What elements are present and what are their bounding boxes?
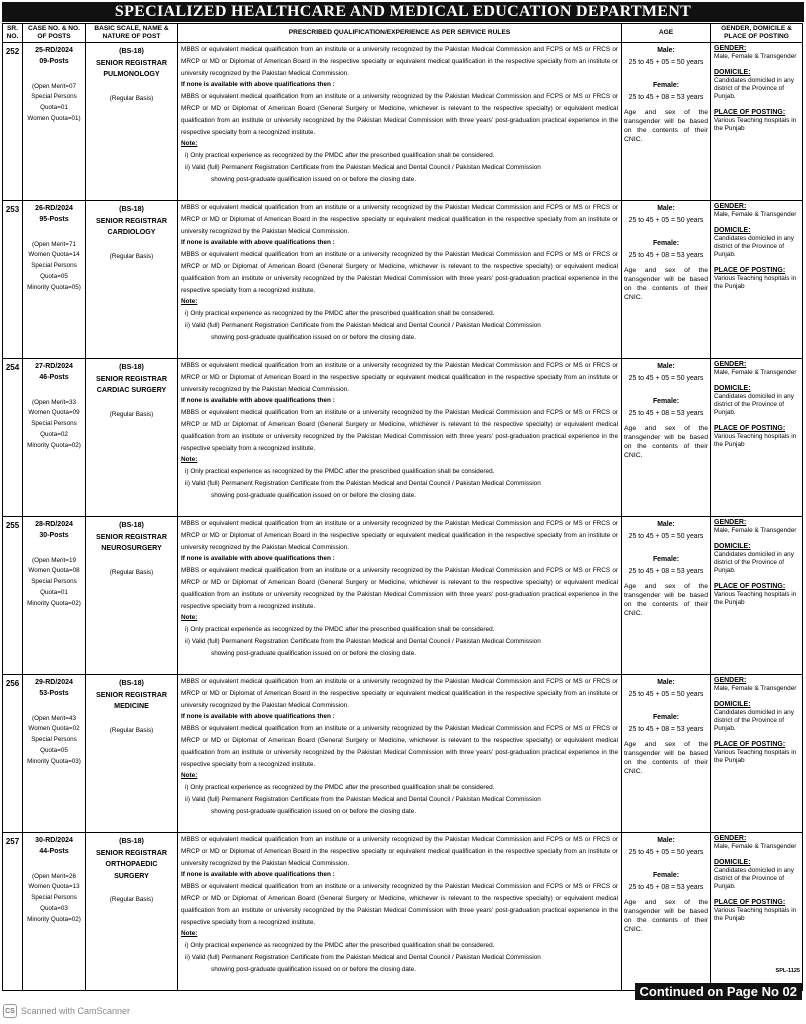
age-cell xyxy=(622,359,711,517)
note-item: ii) Valid (full) Permanent Registration Certificate from the Pakistan Medical and Dental Council / Pakistan Medical Commission xyxy=(185,163,541,171)
posting-heading: PLACE OF POSTING: xyxy=(714,109,786,116)
age-male-label: Male: xyxy=(657,47,675,54)
posting-heading: PLACE OF POSTING: xyxy=(714,267,786,274)
note-item: i) Only practical experience as recognized by the PMDC after the prescribed qualification shall be considered. xyxy=(185,468,495,476)
serial-number: 255 xyxy=(3,517,23,675)
gender-value: Male, Female & Transgender xyxy=(714,53,797,60)
qualification-primary: MBBS or equivalent medical qualification from an institute or a university recognized by the Pakistan Medical Commission and FCPS or MS or FRCS or MRCP or MD or Diplomat of American Board in the respective specialty or equivalent medical qualification in the respective specialty from an institute or university recognized by the Pakistan Medical Commission. xyxy=(181,520,618,551)
post-specialty: CARDIAC SURGERY xyxy=(96,386,167,394)
qualification-alternate: MBBS or equivalent medical qualification from an institute or a university recognized by the Pakistan Medical Commission and FCPS or MS or FRCS or MRCP or MD or Diplomat of American Board (General Surgery or Medicine, whichever is relevant to the respective specialty) or equivalent medical qualification from an institute or university recognized by the Pakistan Medical Commission with three years' post-graduation practical experience in the respective specialty from a recognized institute. xyxy=(181,409,618,452)
qualification-alt-heading: If none is available with above qualifications then : xyxy=(181,239,335,247)
quota-line: Quota=02 xyxy=(40,430,68,438)
gender-value: Male, Female & Transgender xyxy=(714,369,797,376)
age-female-label: Female: xyxy=(652,82,680,89)
quota-line: Women Quota=01) xyxy=(27,114,81,122)
case-number: 26-RD/2024 xyxy=(35,205,73,212)
post-name: SENIOR REGISTRAR xyxy=(96,216,167,225)
serial-number: 254 xyxy=(3,359,23,517)
post-basis: (Regular Basis) xyxy=(109,568,154,576)
age-female-label: Female: xyxy=(652,714,680,721)
note-item: i) Only practical experience as recognized by the PMDC after the prescribed qualification shall be considered. xyxy=(185,626,495,634)
quota-line: Quota=03 xyxy=(40,904,68,912)
post-scale: (BS-18) xyxy=(119,679,144,687)
quota-line: (Open Merit=26 xyxy=(32,872,76,880)
post-cell xyxy=(86,43,178,201)
post-scale: (BS-18) xyxy=(119,363,144,371)
domicile-heading: DOMICILE: xyxy=(714,543,751,550)
posts-count: 30-Posts xyxy=(39,531,69,539)
spacer xyxy=(624,542,708,554)
header-sr: SR. NO. xyxy=(3,24,23,43)
posting-heading: PLACE OF POSTING: xyxy=(714,583,786,590)
qualification-alternate: MBBS or equivalent medical qualification from an institute or a university recognized by the Pakistan Medical Commission and FCPS or MS or FRCS or MRCP or MD or Diplomat of American Board (General Surgery or Medicine, whichever is relevant to the respective specialty) or equivalent medical qualification from an institute or university recognized by the Pakistan Medical Commission with three years' post-graduation practical experience in the respective specialty from a recognized institute. xyxy=(181,883,618,926)
gender-cell xyxy=(711,359,803,517)
scanner-watermark xyxy=(3,1004,130,1018)
quota-line: Minority Quota=02) xyxy=(27,599,81,607)
qualification-cell xyxy=(178,359,622,517)
quota-line: (Open Merit=71 xyxy=(32,240,76,248)
header-case: CASE NO. & NO. OF POSTS xyxy=(23,24,86,43)
qualification-alternate: MBBS or equivalent medical qualification from an institute or a university recognized by the Pakistan Medical Commission and FCPS or MS or FRCS or MRCP or MD or Diplomat of American Board (General Surgery or Medicine, whichever is relevant to the respective specialty) or equivalent medical qualification from an institute or university recognized by the Pakistan Medical Commission with three years' post-graduation practical experience in the respective specialty from a recognized institute. xyxy=(181,93,618,136)
posting-heading: PLACE OF POSTING: xyxy=(714,425,786,432)
age-cell xyxy=(622,833,711,991)
note-item: ii) Valid (full) Permanent Registration Certificate from the Pakistan Medical and Dental Council / Pakistan Medical Commission xyxy=(185,953,541,961)
note-item: ii) Valid (full) Permanent Registration Certificate from the Pakistan Medical and Dental Council / Pakistan Medical Commission xyxy=(185,321,541,329)
age-male-label: Male: xyxy=(657,521,675,528)
domicile-heading: DOMICILE: xyxy=(714,859,751,866)
note-heading: Note: xyxy=(181,456,198,464)
post-scale: (BS-18) xyxy=(119,205,144,213)
posting-value: Various Teaching hospitals in the Punjab xyxy=(714,749,797,764)
domicile-value: Candidates domiciled in any district of the Province of Punjab. xyxy=(714,235,794,258)
age-transgender-note: Age and sex of the transgender will be based on the contents of their CNIC. xyxy=(624,267,708,301)
post-basis: (Regular Basis) xyxy=(109,252,154,260)
age-cell xyxy=(622,43,711,201)
continued-label: Continued on Page No 02 xyxy=(635,983,802,1000)
gender-heading: GENDER: xyxy=(714,835,747,842)
qualification-cell xyxy=(178,43,622,201)
qualification-alt-heading: If none is available with above qualifications then : xyxy=(181,81,335,89)
serial-number: 256 xyxy=(3,675,23,833)
spacer xyxy=(624,700,708,712)
quota-line: Women Quota=02 xyxy=(28,725,80,733)
case-number: 30-RD/2024 xyxy=(35,837,73,844)
quota-breakdown xyxy=(24,714,84,768)
gender-cell xyxy=(711,517,803,675)
header-post: BASIC SCALE, NAME & NATURE OF POST xyxy=(86,24,178,43)
posts-count: 09-Posts xyxy=(39,57,69,65)
qualification-alt-heading: If none is available with above qualifications then : xyxy=(181,555,335,563)
quota-line: Quota=05 xyxy=(40,272,68,280)
posts-count: 53-Posts xyxy=(39,689,69,697)
gender-heading: GENDER: xyxy=(714,203,747,210)
table-row xyxy=(3,359,803,517)
gender-value: Male, Female & Transgender xyxy=(714,843,797,850)
post-name: SENIOR REGISTRAR xyxy=(96,848,167,857)
age-male-value: 25 to 45 + 05 = 50 years xyxy=(628,58,704,66)
age-transgender-note: Age and sex of the transgender will be based on the contents of their CNIC. xyxy=(624,425,708,459)
gender-heading: GENDER: xyxy=(714,45,747,52)
qualification-primary: MBBS or equivalent medical qualification from an institute or a university recognized by the Pakistan Medical Commission and FCPS or MS or FRCS or MRCP or MD or Diplomat of American Board in the respective specialty or equivalent medical qualification in the respective specialty from an institute or university recognized by the Pakistan Medical Commission. xyxy=(181,678,618,709)
quota-line: Women Quota=13 xyxy=(28,883,80,891)
age-female-value: 25 to 45 + 08 = 53 years xyxy=(628,883,704,891)
quota-breakdown xyxy=(24,556,84,610)
posting-heading: PLACE OF POSTING: xyxy=(714,741,786,748)
spacer xyxy=(624,858,708,870)
spl-code: SPL-1125 xyxy=(775,968,800,974)
quota-line: Special Persons xyxy=(31,578,77,586)
age-male-label: Male: xyxy=(657,363,675,370)
qualification-cell xyxy=(178,517,622,675)
qualification-primary: MBBS or equivalent medical qualification from an institute or a university recognized by the Pakistan Medical Commission and FCPS or MS or FRCS or MRCP or MD or Diplomat of American Board in the respective specialty or equivalent medical qualification in the respective specialty from an institute or university recognized by the Pakistan Medical Commission. xyxy=(181,204,618,235)
note-item: i) Only practical experience as recognized by the PMDC after the prescribed qualification shall be considered. xyxy=(185,942,495,950)
qualification-alternate: MBBS or equivalent medical qualification from an institute or a university recognized by the Pakistan Medical Commission and FCPS or MS or FRCS or MRCP or MD or Diplomat of American Board (General Surgery or Medicine, whichever is relevant to the respective specialty) or equivalent medical qualification from an institute or university recognized by the Pakistan Medical Commission with three years' post-graduation practical experience in the respective specialty from a recognized institute. xyxy=(181,725,618,768)
quota-line: Women Quota=14 xyxy=(28,251,80,259)
post-cell xyxy=(86,517,178,675)
domicile-heading: DOMICILE: xyxy=(714,701,751,708)
posts-count: 46-Posts xyxy=(39,373,69,381)
table-row xyxy=(3,833,803,991)
post-specialty: PULMONOLOGY xyxy=(103,70,160,78)
note-item: showing post-graduate qualification issued on or before the closing date. xyxy=(211,333,416,341)
table-row xyxy=(3,517,803,675)
case-cell xyxy=(23,43,86,201)
note-heading: Note: xyxy=(181,614,198,622)
case-cell xyxy=(23,201,86,359)
quota-line: Special Persons xyxy=(31,420,77,428)
post-name: SENIOR REGISTRAR xyxy=(96,532,167,541)
age-male-value: 25 to 45 + 05 = 50 years xyxy=(628,374,704,382)
post-basis: (Regular Basis) xyxy=(109,410,154,418)
post-name: SENIOR REGISTRAR xyxy=(96,58,167,67)
post-scale: (BS-18) xyxy=(119,47,144,55)
age-male-value: 25 to 45 + 05 = 50 years xyxy=(628,848,704,856)
age-male-label: Male: xyxy=(657,837,675,844)
qualification-alt-heading: If none is available with above qualifications then : xyxy=(181,713,335,721)
post-specialty: NEUROSURGERY xyxy=(101,544,162,552)
age-female-label: Female: xyxy=(652,398,680,405)
qualification-alternate: MBBS or equivalent medical qualification from an institute or a university recognized by the Pakistan Medical Commission and FCPS or MS or FRCS or MRCP or MD or Diplomat of American Board (General Surgery or Medicine, whichever is relevant to the respective specialty) or equivalent medical qualification from an institute or university recognized by the Pakistan Medical Commission with three years' post-graduation practical experience in the respective specialty from a recognized institute. xyxy=(181,567,618,610)
quota-line: Minority Quota=05) xyxy=(27,283,81,291)
quota-line: Minority Quota=03) xyxy=(27,757,81,765)
note-item: ii) Valid (full) Permanent Registration Certificate from the Pakistan Medical and Dental Council / Pakistan Medical Commission xyxy=(185,479,541,487)
note-item: showing post-graduate qualification issued on or before the closing date. xyxy=(211,175,416,183)
post-basis: (Regular Basis) xyxy=(109,94,154,102)
qualification-cell xyxy=(178,833,622,991)
camscanner-icon: CS xyxy=(3,1004,17,1018)
gender-cell xyxy=(711,201,803,359)
note-heading: Note: xyxy=(181,140,198,148)
post-basis: (Regular Basis) xyxy=(109,726,154,734)
quota-line: Women Quota=09 xyxy=(28,409,80,417)
spacer xyxy=(624,384,708,396)
note-heading: Note: xyxy=(181,298,198,306)
posting-value: Various Teaching hospitals in the Punjab xyxy=(714,433,797,448)
header-gender: GENDER, DOMICILE & PLACE OF POSTING xyxy=(711,24,803,43)
gender-heading: GENDER: xyxy=(714,519,747,526)
quota-line: (Open Merit=07 xyxy=(32,82,76,90)
quota-line: (Open Merit=19 xyxy=(32,556,76,564)
post-scale: (BS-18) xyxy=(119,837,144,845)
age-transgender-note: Age and sex of the transgender will be based on the contents of their CNIC. xyxy=(624,583,708,617)
quota-line: Minority Quota=02) xyxy=(27,441,81,449)
case-number: 28-RD/2024 xyxy=(35,521,73,528)
posting-value: Various Teaching hospitals in the Punjab xyxy=(714,275,797,290)
gender-heading: GENDER: xyxy=(714,677,747,684)
post-cell xyxy=(86,359,178,517)
case-number: 27-RD/2024 xyxy=(35,363,73,370)
gender-heading: GENDER: xyxy=(714,361,747,368)
quota-line: Special Persons xyxy=(31,93,77,101)
age-female-label: Female: xyxy=(652,240,680,247)
quota-breakdown xyxy=(24,398,84,452)
gender-value: Male, Female & Transgender xyxy=(714,685,797,692)
qualification-primary: MBBS or equivalent medical qualification from an institute or a university recognized by the Pakistan Medical Commission and FCPS or MS or FRCS or MRCP or MD or Diplomat of American Board in the respective specialty or equivalent medical qualification in the respective specialty from an institute or university recognized by the Pakistan Medical Commission. xyxy=(181,362,618,393)
age-female-label: Female: xyxy=(652,556,680,563)
age-male-label: Male: xyxy=(657,205,675,212)
case-number: 25-RD/2024 xyxy=(35,47,73,54)
note-item: ii) Valid (full) Permanent Registration Certificate from the Pakistan Medical and Dental Council / Pakistan Medical Commission xyxy=(185,795,541,803)
qualification-cell xyxy=(178,201,622,359)
quota-line: (Open Merit=43 xyxy=(32,714,76,722)
age-female-value: 25 to 45 + 08 = 53 years xyxy=(628,251,704,259)
age-cell xyxy=(622,201,711,359)
qualification-alt-heading: If none is available with above qualifications then : xyxy=(181,871,335,879)
note-heading: Note: xyxy=(181,930,198,938)
quota-breakdown xyxy=(24,872,84,926)
gender-value: Male, Female & Transgender xyxy=(714,527,797,534)
table-row xyxy=(3,43,803,201)
domicile-value: Candidates domiciled in any district of the Province of Punjab. xyxy=(714,393,794,416)
age-transgender-note: Age and sex of the transgender will be based on the contents of their CNIC. xyxy=(624,741,708,775)
age-cell xyxy=(622,517,711,675)
post-specialty: MEDICINE xyxy=(114,702,149,710)
domicile-value: Candidates domiciled in any district of the Province of Punjab. xyxy=(714,867,794,890)
serial-number: 253 xyxy=(3,201,23,359)
age-male-value: 25 to 45 + 05 = 50 years xyxy=(628,532,704,540)
serial-number: 252 xyxy=(3,43,23,201)
note-item: showing post-graduate qualification issued on or before the closing date. xyxy=(211,807,416,815)
post-specialty: CARDIOLOGY xyxy=(107,228,156,236)
post-cell xyxy=(86,201,178,359)
quota-breakdown xyxy=(24,240,84,294)
note-item: showing post-graduate qualification issued on or before the closing date. xyxy=(211,965,416,973)
age-female-value: 25 to 45 + 08 = 53 years xyxy=(628,409,704,417)
header-row xyxy=(3,24,803,43)
posts-count: 95-Posts xyxy=(39,215,69,223)
age-transgender-note: Age and sex of the transgender will be based on the contents of their CNIC. xyxy=(624,899,708,933)
age-male-label: Male: xyxy=(657,679,675,686)
quota-line: Special Persons xyxy=(31,736,77,744)
posting-value: Various Teaching hospitals in the Punjab xyxy=(714,591,797,606)
post-basis: (Regular Basis) xyxy=(109,896,154,903)
quota-line: Special Persons xyxy=(31,262,77,270)
quota-line: Minority Quota=02) xyxy=(27,915,81,923)
gender-value: Male, Female & Transgender xyxy=(714,211,797,218)
header-qualification: PRESCRIBED QUALIFICATION/EXPERIENCE AS PER SERVICE RULES xyxy=(178,24,622,43)
quota-line: Quota=01 xyxy=(40,104,68,112)
domicile-value: Candidates domiciled in any district of the Province of Punjab. xyxy=(714,709,794,732)
age-cell xyxy=(622,675,711,833)
age-transgender-note: Age and sex of the transgender will be based on the contents of their CNIC. xyxy=(624,109,708,143)
note-item: showing post-graduate qualification issued on or before the closing date. xyxy=(211,491,416,499)
post-scale: (BS-18) xyxy=(119,521,144,529)
domicile-heading: DOMICILE: xyxy=(714,69,751,76)
gender-cell xyxy=(711,833,803,991)
table-row xyxy=(3,675,803,833)
quota-line: Quota=01 xyxy=(40,588,68,596)
domicile-value: Candidates domiciled in any district of the Province of Punjab. xyxy=(714,77,794,100)
case-cell xyxy=(23,359,86,517)
quota-line: Quota=05 xyxy=(40,746,68,754)
quota-line: Special Persons xyxy=(31,894,77,902)
qualification-primary: MBBS or equivalent medical qualification from an institute or a university recognized by the Pakistan Medical Commission and FCPS or MS or FRCS or MRCP or MD or Diplomat of American Board in the respective specialty or equivalent medical qualification in the respective specialty from an institute or university recognized by the Pakistan Medical Commission. xyxy=(181,836,618,867)
case-cell xyxy=(23,517,86,675)
post-cell xyxy=(86,833,178,991)
qualification-cell xyxy=(178,675,622,833)
page-banner: SPECIALIZED HEALTHCARE AND MEDICAL EDUCATION DEPARTMENT xyxy=(2,2,804,22)
quota-line: (Open Merit=33 xyxy=(32,398,76,406)
qualification-primary: MBBS or equivalent medical qualification from an institute or a university recognized by the Pakistan Medical Commission and FCPS or MS or FRCS or MRCP or MD or Diplomat of American Board in the respective specialty or equivalent medical qualification in the respective specialty from an institute or university recognized by the Pakistan Medical Commission. xyxy=(181,46,618,77)
age-male-value: 25 to 45 + 05 = 50 years xyxy=(628,216,704,224)
domicile-heading: DOMICILE: xyxy=(714,227,751,234)
posting-value: Various Teaching hospitals in the Punjab xyxy=(714,117,797,132)
serial-number: 257 xyxy=(3,833,23,991)
case-number: 29-RD/2024 xyxy=(35,679,73,686)
advertisement-table xyxy=(2,23,803,991)
scanner-text: Scanned with CamScanner xyxy=(21,1006,131,1016)
post-name: SENIOR REGISTRAR xyxy=(96,374,167,383)
note-item: i) Only practical experience as recognized by the PMDC after the prescribed qualification shall be considered. xyxy=(185,152,495,160)
table-row xyxy=(3,201,803,359)
domicile-value: Candidates domiciled in any district of the Province of Punjab. xyxy=(714,551,794,574)
gender-cell xyxy=(711,43,803,201)
domicile-heading: DOMICILE: xyxy=(714,385,751,392)
qualification-alternate: MBBS or equivalent medical qualification from an institute or a university recognized by the Pakistan Medical Commission and FCPS or MS or FRCS or MRCP or MD or Diplomat of American Board (General Surgery or Medicine, whichever is relevant to the respective specialty) or equivalent medical qualification from an institute or university recognized by the Pakistan Medical Commission with three years' post-graduation practical experience in the respective specialty from a recognized institute. xyxy=(181,251,618,294)
posting-value: Various Teaching hospitals in the Punjab xyxy=(714,907,797,922)
age-male-value: 25 to 45 + 05 = 50 years xyxy=(628,690,704,698)
post-cell xyxy=(86,675,178,833)
posts-count: 44-Posts xyxy=(39,847,69,855)
post-name: SENIOR REGISTRAR xyxy=(96,690,167,699)
note-item: showing post-graduate qualification issued on or before the closing date. xyxy=(211,649,416,657)
note-item: ii) Valid (full) Permanent Registration Certificate from the Pakistan Medical and Dental Council / Pakistan Medical Commission xyxy=(185,637,541,645)
note-item: i) Only practical experience as recognized by the PMDC after the prescribed qualification shall be considered. xyxy=(185,784,495,792)
note-item: i) Only practical experience as recognized by the PMDC after the prescribed qualification shall be considered. xyxy=(185,310,495,318)
qualification-alt-heading: If none is available with above qualifications then : xyxy=(181,397,335,405)
case-cell xyxy=(23,675,86,833)
spacer xyxy=(624,226,708,238)
quota-line: Women Quota=08 xyxy=(28,567,80,575)
age-female-label: Female: xyxy=(652,872,680,879)
age-female-value: 25 to 45 + 08 = 53 years xyxy=(628,725,704,733)
age-female-value: 25 to 45 + 08 = 53 years xyxy=(628,93,704,101)
quota-breakdown xyxy=(24,82,84,125)
case-cell xyxy=(23,833,86,991)
note-heading: Note: xyxy=(181,772,198,780)
age-female-value: 25 to 45 + 08 = 53 years xyxy=(628,567,704,575)
gender-cell xyxy=(711,675,803,833)
post-specialty: ORTHOPAEDIC SURGERY xyxy=(105,860,158,880)
spacer xyxy=(624,68,708,80)
header-age: AGE xyxy=(622,24,711,43)
posting-heading: PLACE OF POSTING: xyxy=(714,899,786,906)
